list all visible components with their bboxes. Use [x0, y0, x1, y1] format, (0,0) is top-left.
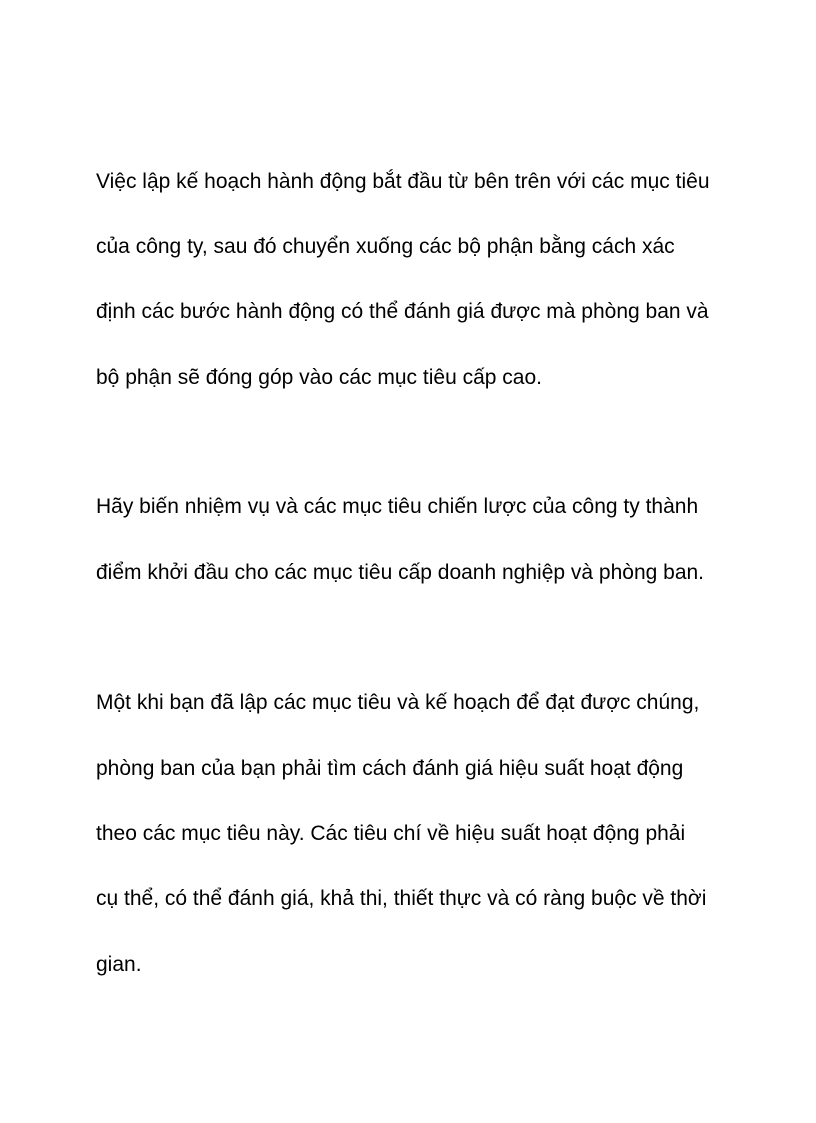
- text-line: của công ty, sau đó chuyển xuống các bộ phận bằng cách xác: [96, 235, 675, 258]
- text-line: phòng ban của bạn phải tìm cách đánh giá hiệu suất hoạt động: [96, 757, 684, 780]
- text-line: điểm khởi đầu cho các mục tiêu cấp doanh nghiệp và phòng ban.: [96, 561, 705, 584]
- text-line: Hãy biến nhiệm vụ và các mục tiêu chiến lược của công ty thành: [96, 495, 699, 518]
- text-line: Một khi bạn đã lập các mục tiêu và kế hoạch để đạt được chúng,: [96, 691, 700, 714]
- text-line: Việc lập kế hoạch hành động bắt đầu từ bên trên với các mục tiêu: [96, 170, 710, 193]
- text-line: gian.: [96, 953, 142, 976]
- text-line: định các bước hành động có thể đánh giá được mà phòng ban và: [96, 300, 709, 323]
- text-line: bộ phận sẽ đóng góp vào các mục tiêu cấp cao.: [96, 366, 542, 389]
- text-line: cụ thể, có thể đánh giá, khả thi, thiết thực và có ràng buộc về thời: [96, 887, 707, 910]
- text-line: theo các mục tiêu này. Các tiêu chí về hiệu suất hoạt động phải: [96, 822, 686, 845]
